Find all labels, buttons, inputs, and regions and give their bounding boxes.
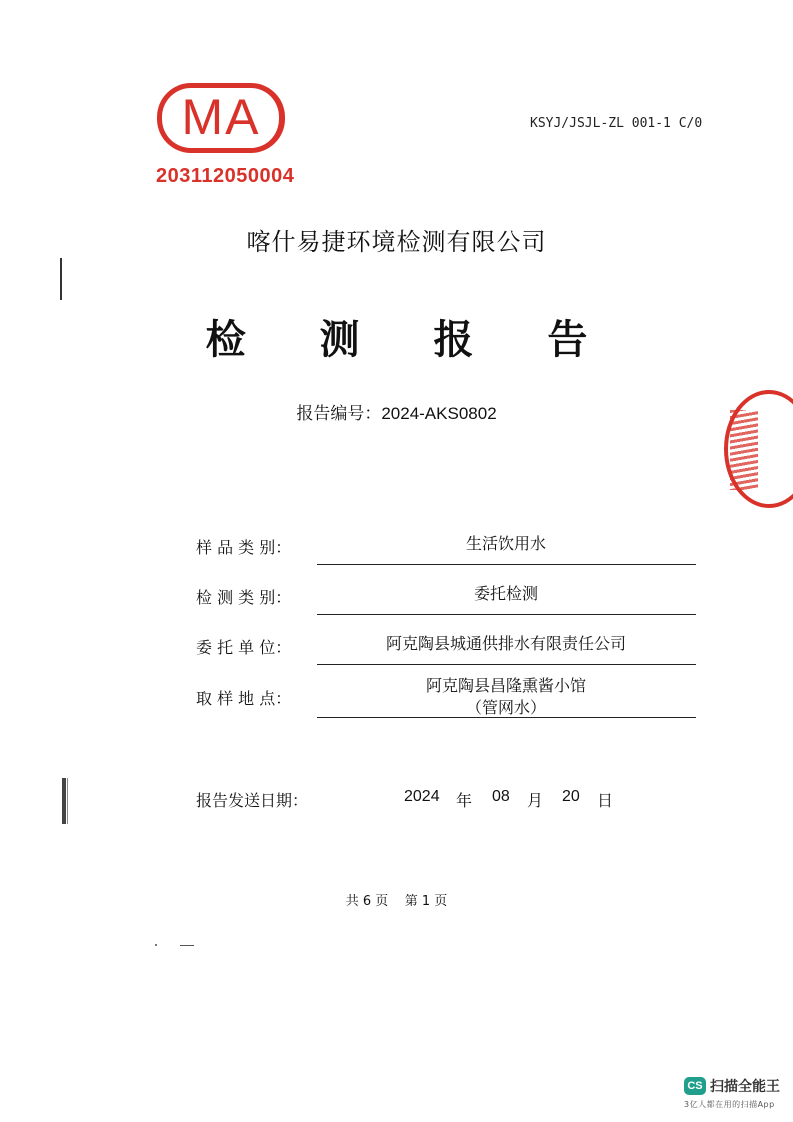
test-type-label: 检 测 类 别： (196, 588, 292, 607)
sampling-location-value: 阿克陶县昌隆熏酱小馆 (425, 676, 586, 695)
binding-mark (62, 778, 66, 824)
underline (317, 614, 696, 615)
test-type-value: 委托检测 (473, 584, 538, 603)
sample-type-label: 样 品 类 别： (196, 538, 292, 557)
sampling-location-note: （管网水） (465, 698, 546, 717)
sample-type-value: 生活饮用水 (465, 534, 546, 553)
info-row-test-type (196, 583, 696, 619)
seam-stamp-mark (730, 410, 758, 490)
report-number (0, 399, 793, 424)
sampling-location-label: 取 样 地 点： (196, 689, 292, 708)
underline (317, 717, 696, 718)
camscanner-app-name: 扫描全能王 (710, 1079, 780, 1095)
cma-certificate-number: 203112050004 (156, 165, 295, 187)
issue-date-day: 20 (562, 788, 580, 805)
camscanner-tagline: 3亿人都在用的扫描App (684, 1100, 775, 1109)
report-title: 检 测 报 告 (205, 317, 618, 363)
camscanner-logo-icon: CS (684, 1077, 706, 1095)
company-name: 喀什易捷环境检测有限公司 (246, 228, 547, 256)
client-value: 阿克陶县城通供排水有限责任公司 (385, 634, 626, 653)
info-row-sample-type (196, 533, 696, 569)
scan-speck (155, 944, 157, 946)
binding-mark (60, 258, 62, 300)
page-info: 共 6 页 第 1 页 (345, 894, 448, 909)
cma-stamp-text: MA (181, 89, 261, 145)
report-number-value: 2024-AKS0802 (381, 404, 497, 423)
client-label: 委 托 单 位： (196, 638, 292, 657)
issue-date-year: 2024 (404, 788, 440, 805)
issue-date-year-unit: 年 (456, 791, 473, 810)
report-number-label: 报告编号： (296, 404, 382, 424)
issue-date-label: 报告发送日期： (196, 791, 309, 810)
underline (317, 664, 696, 665)
document-code: KSYJ/JSJL-ZL 001-1 C/0 (530, 116, 703, 131)
info-row-client (196, 633, 696, 669)
info-row-sampling-location (196, 675, 696, 723)
issue-date-day-unit: 日 (597, 791, 614, 810)
scan-speck (180, 945, 194, 946)
binding-mark (67, 778, 68, 824)
issue-date-month-unit: 月 (527, 791, 544, 810)
issue-date-month: 08 (492, 788, 510, 805)
underline (317, 564, 696, 565)
